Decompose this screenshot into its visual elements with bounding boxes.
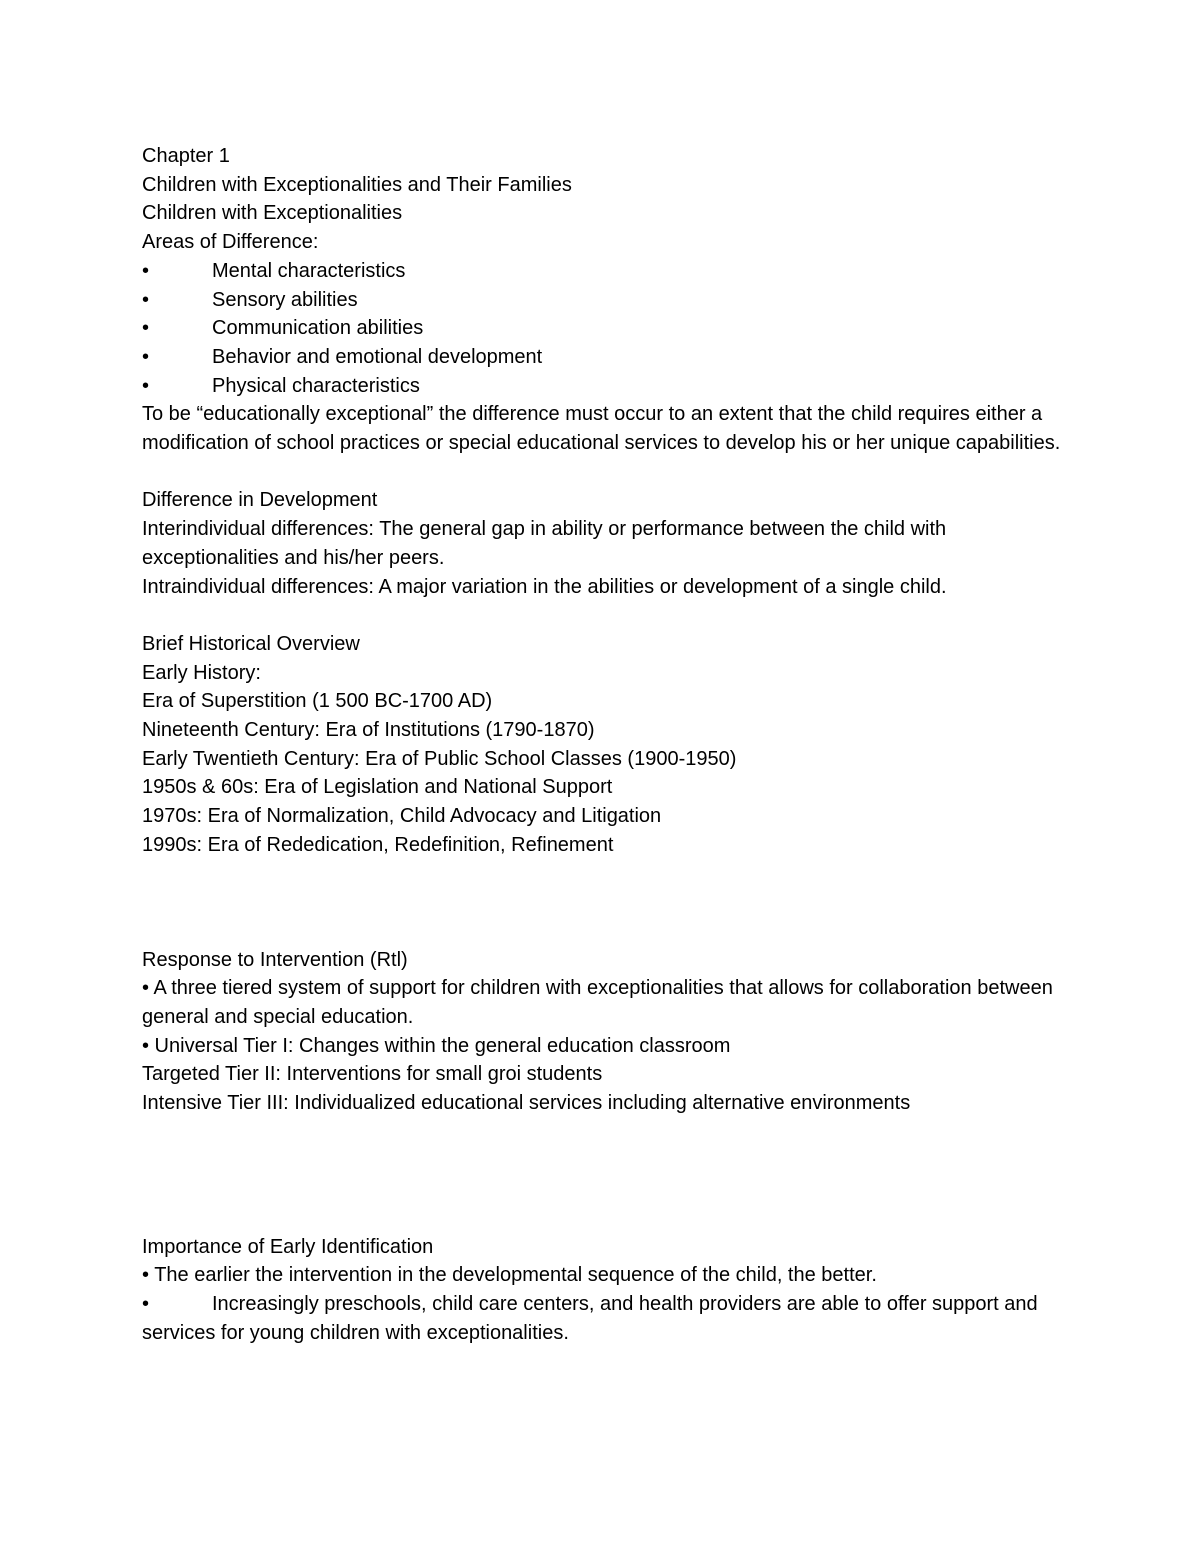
blank-lines [142,860,1072,946]
list-item-text: Communication abilities [212,317,424,340]
intraindividual-text: Intraindividual differences: A major variation in the abilities or development of a single child. [142,575,947,598]
history-line: Early History: [142,661,261,684]
list-item [142,314,1072,343]
document-page [142,142,1072,1347]
chapter-label: Chapter 1 [142,145,230,167]
rti-point-2: • Universal Tier I: Changes within the general education classroom [142,1034,731,1057]
bullet: • [142,317,150,340]
list-item-text: Mental characteristics [212,259,406,282]
blank-line [142,601,1072,630]
history-line: 1970s: Era of Normalization, Child Advocacy and Litigation [142,805,662,828]
rti-heading: Response to Intervention (Rtl) [142,948,408,971]
bullet: • [142,345,150,368]
blank-line [142,458,1072,487]
early-id-heading: Importance of Early Identification [142,1235,434,1258]
early-id-point-2 [142,1290,1072,1347]
list-item [142,372,1072,401]
early-id-point-1: • The earlier the intervention in the developmental sequence of the child, the better. [142,1264,877,1287]
early-id-point-2-text: Increasingly preschools, child care centers, and health providers are able to offer support and services for young children with exceptionalities. [142,1292,1038,1344]
rti-tier-2: Targeted Tier II: Interventions for small groi students [142,1063,603,1086]
rti-tier-3: Intensive Tier III: Individualized educational services including alternative environments [142,1092,911,1115]
blank-lines [142,1118,1072,1233]
history-line: 1950s & 60s: Era of Legislation and National Support [142,776,613,799]
history-line: Early Twentieth Century: Era of Public School Classes (1900-1950) [142,747,737,770]
history-list [142,659,1072,860]
development-heading: Difference in Development [142,489,378,512]
list-item [142,286,1072,315]
areas-heading: Areas of Difference: [142,231,319,254]
history-heading: Brief Historical Overview [142,632,360,655]
history-line: 1990s: Era of Rededication, Redefinition, Refinement [142,833,614,856]
list-item-text: Sensory abilities [212,288,358,311]
list-item [142,343,1072,372]
exceptional-definition: To be “educationally exceptional” the difference must occur to an extent that the child requires either a modification of school practices or special educational services to develop his or her unique capabilities. [142,403,1061,455]
bullet: • [142,374,150,397]
rti-point-1: • A three tiered system of support for children with exceptionalities that allows for collaboration between general and special education. [142,977,1053,1028]
areas-list [142,257,1072,401]
list-item-text: Physical characteristics [212,374,420,397]
history-line: Nineteenth Century: Era of Institutions (1790-1870) [142,719,595,742]
history-line: Era of Superstition (1 500 BC-1700 AD) [142,690,493,713]
bullet: • [142,259,150,282]
bullet: • [142,288,150,311]
chapter-title: Children with Exceptionalities and Their Families [142,173,572,196]
bullet: • [142,1292,150,1315]
list-item-text: Behavior and emotional development [212,345,543,368]
list-item [142,257,1072,286]
section-subtitle: Children with Exceptionalities [142,202,403,225]
interindividual-text: Interindividual differences: The general gap in ability or performance between the child with exceptionalities and his/her peers. [142,518,947,569]
